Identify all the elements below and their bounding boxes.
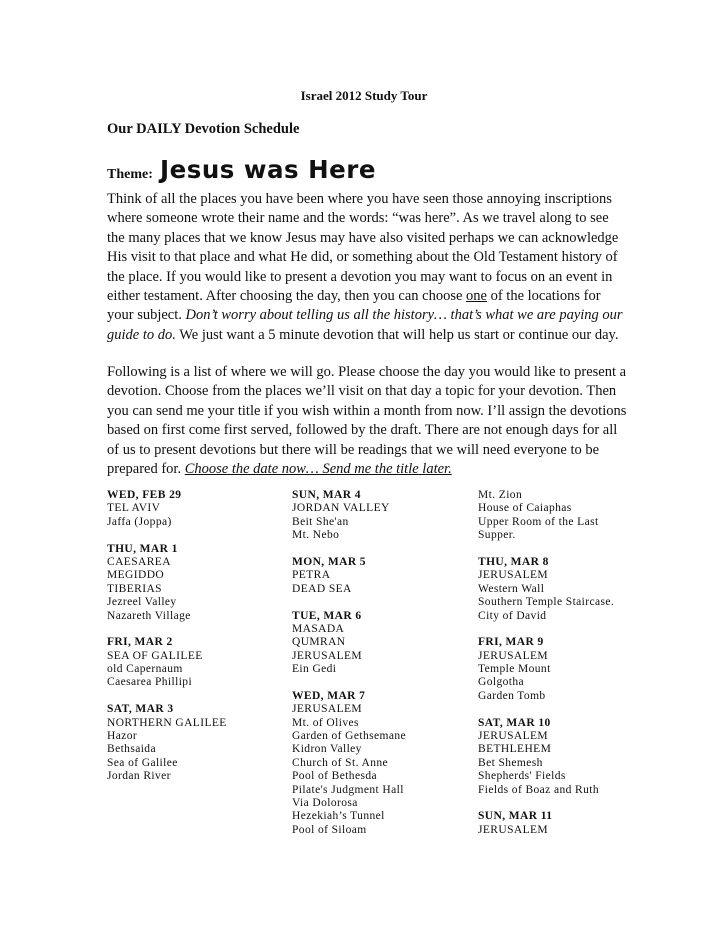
schedule-day-header: SAT, MAR 10 [478, 716, 551, 729]
schedule-column-2 [292, 489, 406, 837]
schedule-location: JERUSALEM [478, 823, 549, 836]
schedule-location: JERUSALEM [292, 703, 363, 716]
schedule-location: JORDAN VALLEY [292, 502, 390, 515]
schedule-location: Jordan River [107, 770, 171, 783]
schedule-day-header: SUN, MAR 4 [292, 489, 361, 501]
schedule-location: old Capernaum [107, 663, 183, 676]
schedule-spacer [107, 623, 227, 636]
schedule-location: Jaffa (Joppa) [107, 515, 172, 528]
schedule-location: Mt. Nebo [292, 529, 340, 542]
schedule-day-header: SAT, MAR 3 [107, 703, 174, 716]
schedule-spacer [107, 529, 227, 542]
schedule-spacer [292, 676, 406, 689]
schedule-location: Upper Room of the Last [478, 515, 599, 528]
schedule-day-header: THU, MAR 8 [478, 555, 549, 568]
schedule-location: JERUSALEM [292, 649, 363, 662]
schedule-spacer [478, 543, 614, 556]
schedule-location: NORTHERN GALILEE [107, 716, 227, 729]
schedule-spacer [292, 543, 406, 556]
schedule-location: Fields of Boaz and Ruth [478, 783, 599, 796]
schedule-location: Pool of Siloam [292, 823, 367, 836]
instructions-text: Following is a list of where we will go. Please choose the day you would like to present a devotion. Choose from the places we’ll visit on that day a topic for your devotion. Then you can send me your title if you wish within a month from now. I’ll assign the devotions based on first come first served, followed by the draft. There are not enough days for all of us to present devotions but there will be readings that we will need everyone to be prepared for. [107, 364, 627, 478]
schedule-day-header: FRI, MAR 2 [107, 636, 173, 649]
schedule-location: MASADA [292, 622, 345, 635]
schedule-location: TEL AVIV [107, 502, 161, 515]
schedule-day-header: MON, MAR 5 [292, 555, 366, 568]
schedule-spacer [107, 690, 227, 703]
instructions-paragraph [107, 363, 627, 479]
intro-text-b: of the locations for your subject. [107, 288, 601, 324]
schedule-location: SEA OF GALILEE [107, 649, 203, 662]
schedule-location: Via Dolorosa [292, 796, 358, 809]
schedule-location: Hezekiah’s Tunnel [292, 810, 385, 823]
schedule-location: MEGIDDO [107, 569, 165, 582]
schedule-location: Sea of Galilee [107, 756, 178, 769]
schedule-location: Jezreel Valley [107, 596, 177, 609]
schedule-location: Nazareth Village [107, 609, 191, 622]
schedule-location: PETRA [292, 569, 331, 582]
schedule-location: Beit She'an [292, 515, 349, 528]
intro-underlined-word: one [466, 288, 487, 305]
schedule-location: Western Wall [478, 582, 545, 595]
schedule-location: Mt. Zion [478, 489, 523, 501]
schedule-day-header: TUE, MAR 6 [292, 609, 362, 622]
schedule-column-3 [478, 489, 614, 837]
schedule-spacer [478, 703, 614, 716]
schedule-day-header: WED, MAR 7 [292, 689, 366, 702]
schedule-location: Garden Tomb [478, 689, 546, 702]
schedule-location: Bet Shemesh [478, 756, 543, 769]
schedule-location: Kidron Valley [292, 743, 362, 756]
schedule-location: BETHLEHEM [478, 743, 552, 756]
document-subtitle: Our DAILY Devotion Schedule [107, 121, 300, 137]
schedule-day-header: THU, MAR 1 [107, 542, 178, 555]
schedule-location: QUMRAN [292, 636, 346, 649]
theme-value: Jesus was Here [160, 155, 376, 184]
schedule-day-header: FRI, MAR 9 [478, 636, 544, 649]
intro-text-c: We just want a 5 minute devotion that will help us start or continue our day. [175, 326, 619, 343]
schedule-location: Pool of Bethesda [292, 770, 377, 783]
intro-text-a: Think of all the places you have been where you have seen those annoying inscriptions where someone wrote their name and the words: “was here”. As we travel along to see the many places that we know Jesus may have also visited perhaps we can acknowledge His visit to that place and what He did, or something about the Old Testament history of the place. If you would like to present a devotion you may want to focus on an event in either testament. After choosing the day, then you can choose [107, 191, 619, 305]
schedule-location: Mt. of Olives [292, 716, 359, 729]
schedule-location: City of David [478, 609, 547, 622]
schedule-day-header: WED, FEB 29 [107, 489, 182, 501]
schedule-location: DEAD SEA [292, 582, 352, 595]
schedule-location: House of Caiaphas [478, 502, 572, 515]
schedule-location: JERUSALEM [478, 730, 549, 743]
schedule-location: TIBERIAS [107, 582, 162, 595]
instructions-call-to-action: Choose the date now… Send me the title later. [184, 461, 452, 478]
schedule-location: Bethsaida [107, 743, 156, 756]
schedule-location: Hazor [107, 730, 138, 743]
schedule-location: Church of St. Anne [292, 756, 388, 769]
schedule-location: Caesarea Phillipi [107, 676, 193, 689]
schedule-location: CAESAREA [107, 555, 171, 568]
schedule-location: Garden of Gethsemane [292, 730, 407, 743]
schedule-location: Golgotha [478, 676, 524, 689]
schedule-spacer [478, 797, 614, 810]
schedule-location: Temple Mount [478, 663, 551, 676]
schedule-location: Shepherds' Fields [478, 770, 566, 783]
intro-italic-text: Don’t worry about telling us all the history… that’s what we are paying our guide to do. [107, 307, 623, 343]
intro-paragraph [107, 190, 627, 345]
schedule-spacer [292, 596, 406, 609]
theme-label: Theme: [107, 167, 153, 182]
schedule-location: Southern Temple Staircase. [478, 596, 615, 609]
schedule-location: Supper. [478, 529, 516, 542]
schedule-location: JERUSALEM [478, 569, 549, 582]
document-title: Israel 2012 Study Tour [300, 88, 428, 103]
schedule-spacer [478, 623, 614, 636]
schedule-location: Ein Gedi [292, 663, 337, 676]
schedule-day-header: SUN, MAR 11 [478, 810, 553, 823]
schedule-column-1 [107, 489, 227, 784]
schedule-location: JERUSALEM [478, 649, 549, 662]
schedule-location: Pilate's Judgment Hall [292, 783, 404, 796]
